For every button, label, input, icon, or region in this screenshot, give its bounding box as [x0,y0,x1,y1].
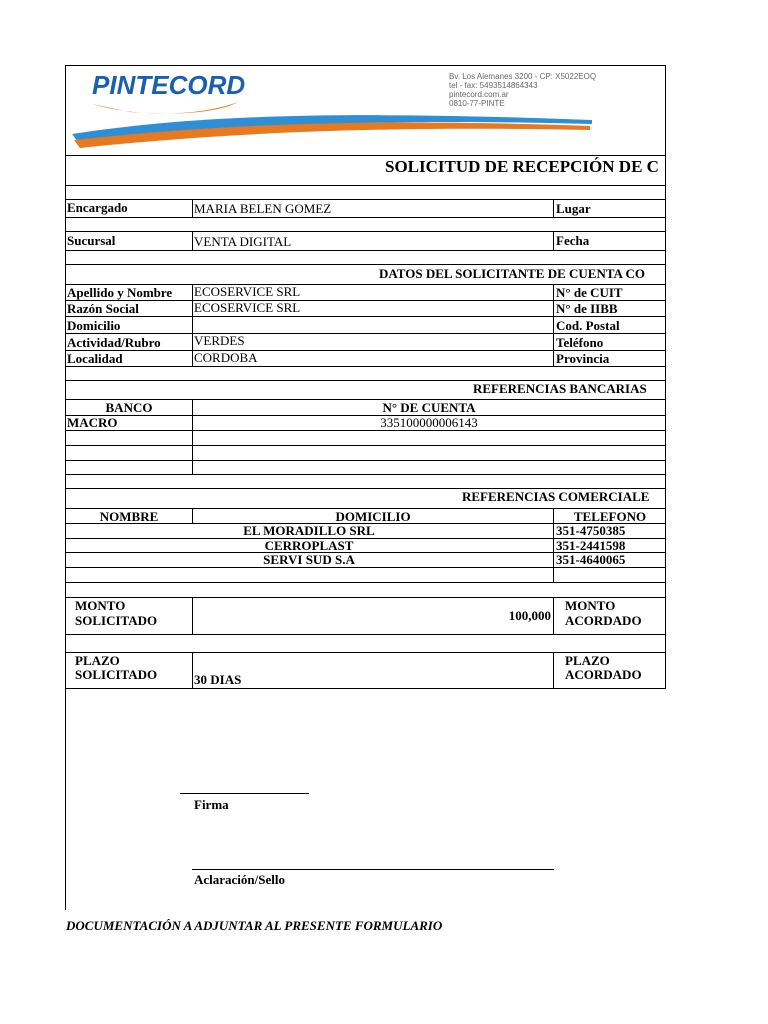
sucursal-label: Sucursal [67,233,116,248]
sucursal-field[interactable]: VENTA DIGITAL [194,234,292,249]
cod-postal-label: Cod. Postal [556,318,620,333]
comercial-domicilio-cell[interactable]: CERROPLAST [264,538,354,553]
comercial-domicilio-cell[interactable]: SERVI SUD S.A [263,552,355,567]
razon-social-label: Razón Social [67,301,139,316]
lugar-field[interactable] [600,200,664,216]
firma-signature-line[interactable] [180,793,309,794]
apellido-nombre-label: Apellido y Nombre [67,285,173,300]
comercial-telefono-cell[interactable]: 351-4750385 [556,523,626,538]
telefono-label: Teléfono [556,335,604,350]
firma-label: Firma [194,797,229,812]
monto-acordado-label-line2: ACORDADO [565,613,642,628]
domicilio-label: Domicilio [67,318,121,333]
fecha-field[interactable] [600,232,664,249]
phone-line: tel - fax: 5493514864343 [449,81,538,90]
telefono-column-header: TELEFONO [573,509,647,524]
cuenta-cell[interactable]: 335100000006143 [380,415,478,430]
plazo-solicitado-label-line1: PLAZO [75,653,120,668]
banco-column-header: BANCO [105,400,153,415]
comercial-telefono-cell[interactable]: 351-2441598 [556,538,626,553]
logo-wave-graphic [70,96,600,156]
banco-cell[interactable]: MACRO [67,415,118,430]
nombre-column-header: NOMBRE [99,509,159,524]
monto-solicitado-label-line2: SOLICITADO [75,613,158,628]
brand-name: PINTECORD [92,70,246,100]
comercial-domicilio-cell[interactable]: EL MORADILLO SRL [243,523,375,538]
footer-note: DOCUMENTACIÓN A ADJUNTAR AL PRESENTE FORMULARIO [66,918,443,933]
domicilio-column-header: DOMICILIO [335,509,411,524]
cuit-label: N° de CUIT [556,285,623,300]
monto-acordado-label-line1: MONTO [565,598,616,613]
plazo-solicitado-field[interactable]: 30 DIAS [194,672,242,687]
plazo-acordado-label-line1: PLAZO [565,653,610,668]
form-title: SOLICITUD DE RECEPCIÓN DE C [385,157,659,176]
fecha-label: Fecha [556,233,590,248]
plazo-solicitado-label-line2: SOLICITADO [75,667,158,682]
cuenta-column-header: N° DE CUENTA [382,400,476,415]
monto-solicitado-field[interactable]: 100,000 [508,608,551,623]
actividad-rubro-label: Actividad/Rubro [67,335,161,350]
hotline-line: 0810-77-PINTE [449,99,505,108]
apellido-nombre-field[interactable]: ECOSERVICE SRL [194,284,301,299]
iibb-label: N° de IIBB [556,301,618,316]
comercial-telefono-cell[interactable]: 351-4640065 [556,552,626,567]
bancarias-section-title: REFERENCIAS BANCARIAS [473,381,647,396]
outer-right-border [665,65,666,688]
website-line: pintecord.com.ar [449,90,509,99]
aclaracion-signature-line[interactable] [192,869,554,870]
encargado-label: Encargado [67,200,128,215]
aclaracion-label: Aclaración/Sello [194,872,285,887]
localidad-label: Localidad [67,351,123,366]
comerciales-section-title: REFERENCIAS COMERCIALE [462,489,650,504]
lugar-label: Lugar [556,201,591,216]
encargado-field[interactable]: MARIA BELEN GOMEZ [194,201,332,216]
plazo-acordado-label-line2: ACORDADO [565,667,642,682]
outer-top-border [65,65,666,66]
monto-solicitado-label-line1: MONTO [75,598,126,613]
solicitante-section-title: DATOS DEL SOLICITANTE DE CUENTA CO [379,266,645,281]
localidad-field[interactable]: CORDOBA [194,350,258,365]
razon-social-field[interactable]: ECOSERVICE SRL [194,300,301,315]
address-line: Bv. Los Alemanes 3200 - CP: X5022EOQ [449,72,597,81]
provincia-label: Provincia [556,351,610,366]
actividad-rubro-field[interactable]: VERDES [194,333,245,348]
